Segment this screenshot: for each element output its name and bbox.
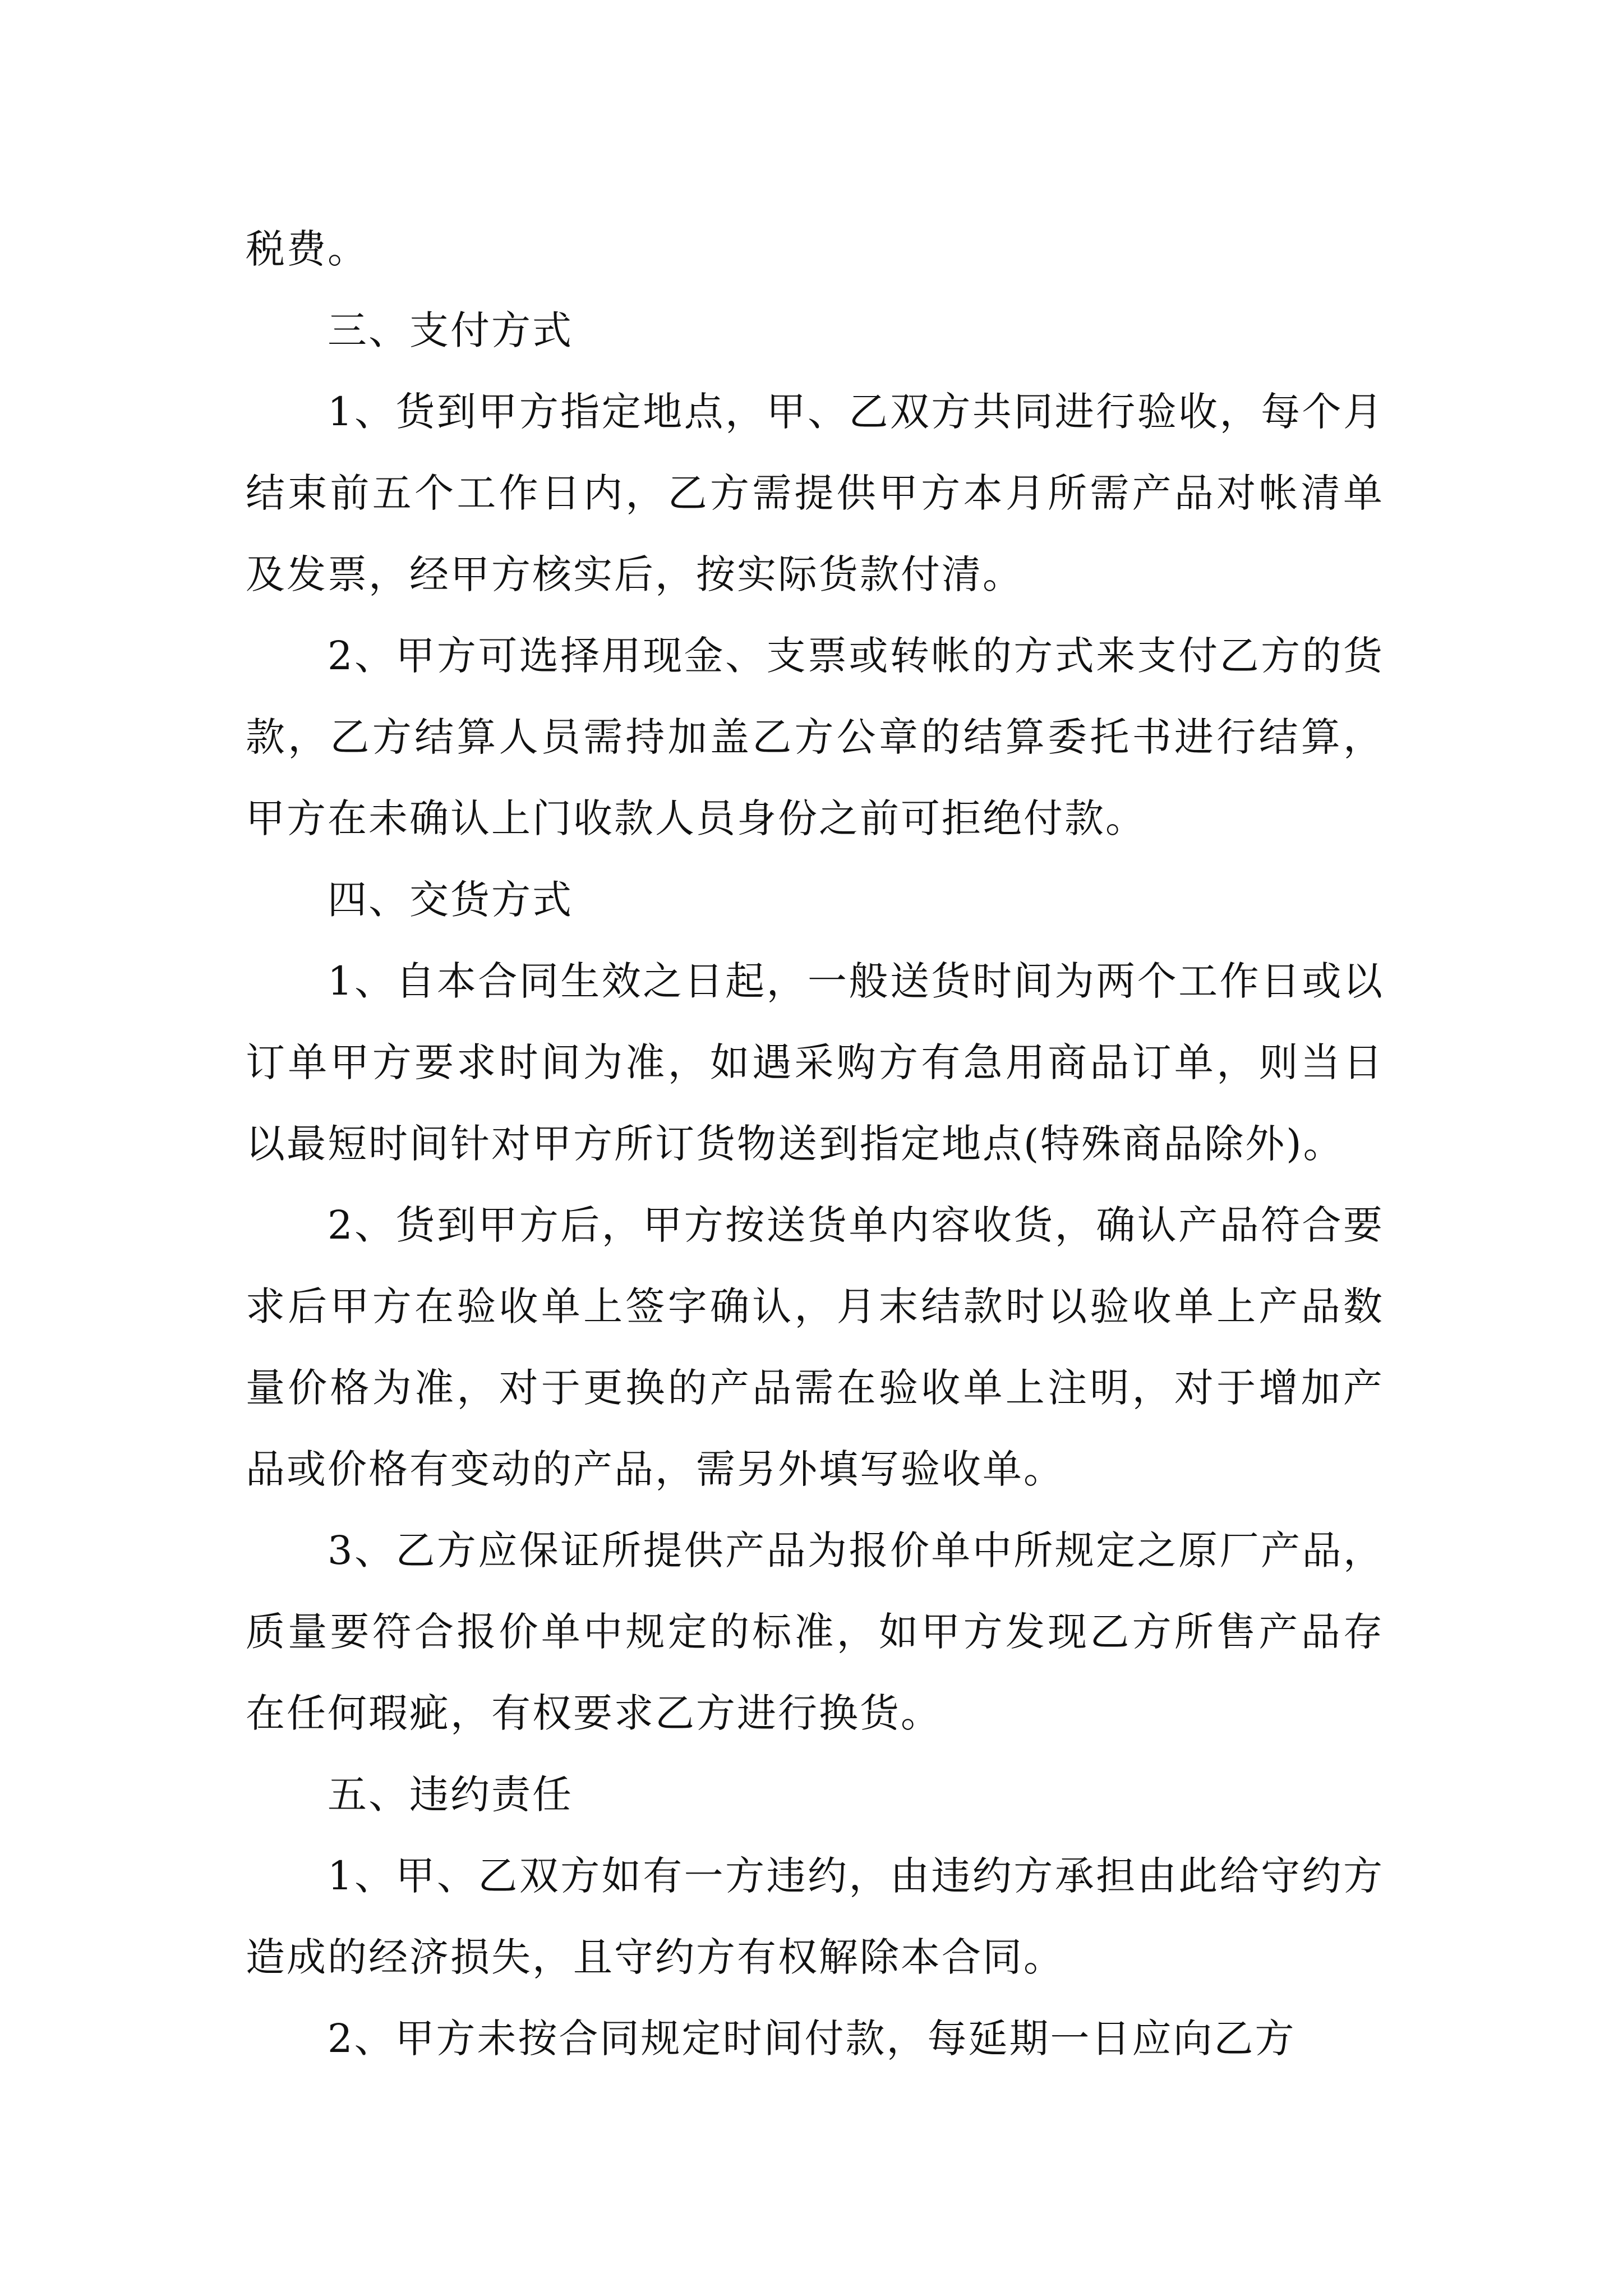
section-heading-liability: 五、违约责任: [328, 1772, 573, 1818]
paragraph-liability-2: 2、甲方未按合同规定时间付款，每延期一日应向乙方: [328, 2016, 1296, 2062]
section-heading-delivery: 四、交货方式: [328, 877, 573, 923]
section-heading-payment: 三、支付方式: [328, 307, 573, 353]
paragraph-delivery-2: 2、货到甲方后，甲方按送货单内容收货，确认产品符合要求后甲方在验收单上签字确认，月末结款时以验收单上产品数量价格为准，对于更换的产品需在验收单上注明，对于增加产品或价格有变动的产品，需另外填写验收单。: [246, 1202, 1384, 1492]
paragraph-liability-1: 1、甲、乙双方如有一方违约，由违约方承担由此给守约方造成的经济损失，且守约方有权解除本合同。: [246, 1853, 1384, 1980]
document-body: [246, 209, 1384, 2079]
paragraph-payment-1: 1、货到甲方指定地点，甲、乙双方共同进行验收，每个月结束前五个工作日内，乙方需提供甲方本月所需产品对帐清单及发票，经甲方核实后，按实际货款付清。: [246, 389, 1384, 597]
paragraph-tax-fees: 税费。: [246, 226, 368, 272]
paragraph-delivery-3: 3、乙方应保证所提供产品为报价单中所规定之原厂产品，质量要符合报价单中规定的标准，如甲方发现乙方所售产品存在任何瑕疵，有权要求乙方进行换货。: [246, 1527, 1384, 1736]
paragraph-payment-2: 2、甲方可选择用现金、支票或转帐的方式来支付乙方的货款，乙方结算人员需持加盖乙方公章的结算委托书进行结算，甲方在未确认上门收款人员身份之前可拒绝付款。: [246, 633, 1384, 841]
paragraph-delivery-1: 1、自本合同生效之日起，一般送货时间为两个工作日或以订单甲方要求时间为准，如遇采购方有急用商品订单，则当日以最短时间针对甲方所订货物送到指定地点(特殊商品除外)。: [246, 958, 1384, 1167]
